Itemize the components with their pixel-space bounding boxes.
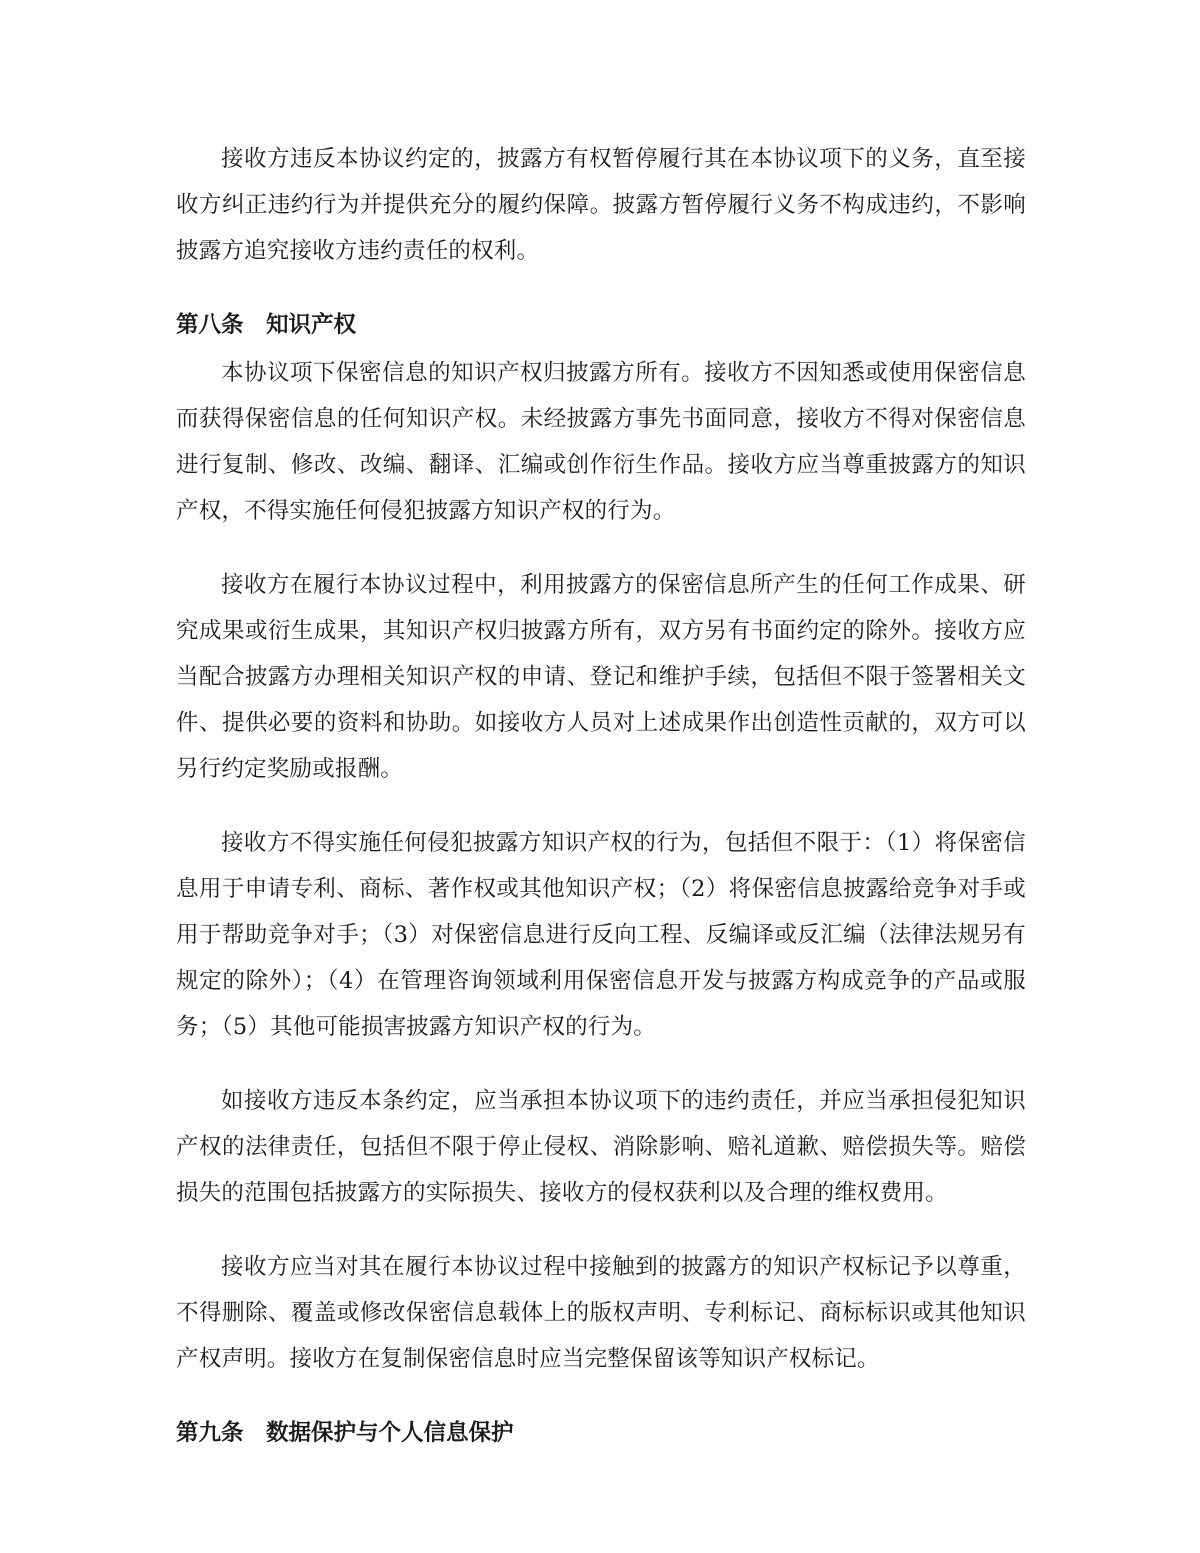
document-body [176, 136, 1026, 1458]
paragraph-ip-markings: 接收方应当对其在履行本协议过程中接触到的披露方的知识产权标记予以尊重，不得删除、覆盖或修改保密信息载体上的版权声明、专利标记、商标标识或其他知识产权声明。接收方在复制保密信息时应当完整保留该等知识产权标记。 [176, 1254, 1026, 1372]
paragraph-suspension-of-obligations: 接收方违反本协议约定的，披露方有权暂停履行其在本协议项下的义务，直至接收方纠正违约行为并提供充分的履约保障。披露方暂停履行义务不构成违约，不影响披露方追究接收方违约责任的权利。 [176, 146, 1026, 264]
paragraph-ip-ownership: 本协议项下保密信息的知识产权归披露方所有。接收方不因知悉或使用保密信息而获得保密信息的任何知识产权。未经披露方事先书面同意，接收方不得对保密信息进行复制、修改、改编、翻译、汇编或创作衍生作品。接收方应当尊重披露方的知识产权，不得实施任何侵犯披露方知识产权的行为。 [176, 360, 1026, 524]
article-8-heading: 第八条 知识产权 [176, 312, 357, 338]
paragraph-breach-liability: 如接收方违反本条约定，应当承担本协议项下的违约责任，并应当承担侵犯知识产权的法律责任，包括但不限于停止侵权、消除影响、赔礼道歉、赔偿损失等。赔偿损失的范围包括披露方的实际损失、接收方的侵权获利以及合理的维权费用。 [176, 1088, 1026, 1206]
paragraph-prohibited-acts: 接收方不得实施任何侵犯披露方知识产权的行为，包括但不限于：（1）将保密信息用于申请专利、商标、著作权或其他知识产权；（2）将保密信息披露给竞争对手或用于帮助竞争对手；（3）对保密信息进行反向工程、反编译或反汇编（法律法规另有规定的除外）；（4）在管理咨询领域利用保密信息开发与披露方构成竞争的产品或服务；（5）其他可能损害披露方知识产权的行为。 [176, 830, 1026, 1040]
article-9-heading: 第九条 数据保护与个人信息保护 [176, 1420, 514, 1446]
paragraph-work-product-ip: 接收方在履行本协议过程中，利用披露方的保密信息所产生的任何工作成果、研究成果或衍生成果，其知识产权归披露方所有，双方另有书面约定的除外。接收方应当配合披露方办理相关知识产权的申请、登记和维护手续，包括但不限于签署相关文件、提供必要的资料和协助。如接收方人员对上述成果作出创造性贡献的，双方可以另行约定奖励或报酬。 [176, 572, 1026, 782]
